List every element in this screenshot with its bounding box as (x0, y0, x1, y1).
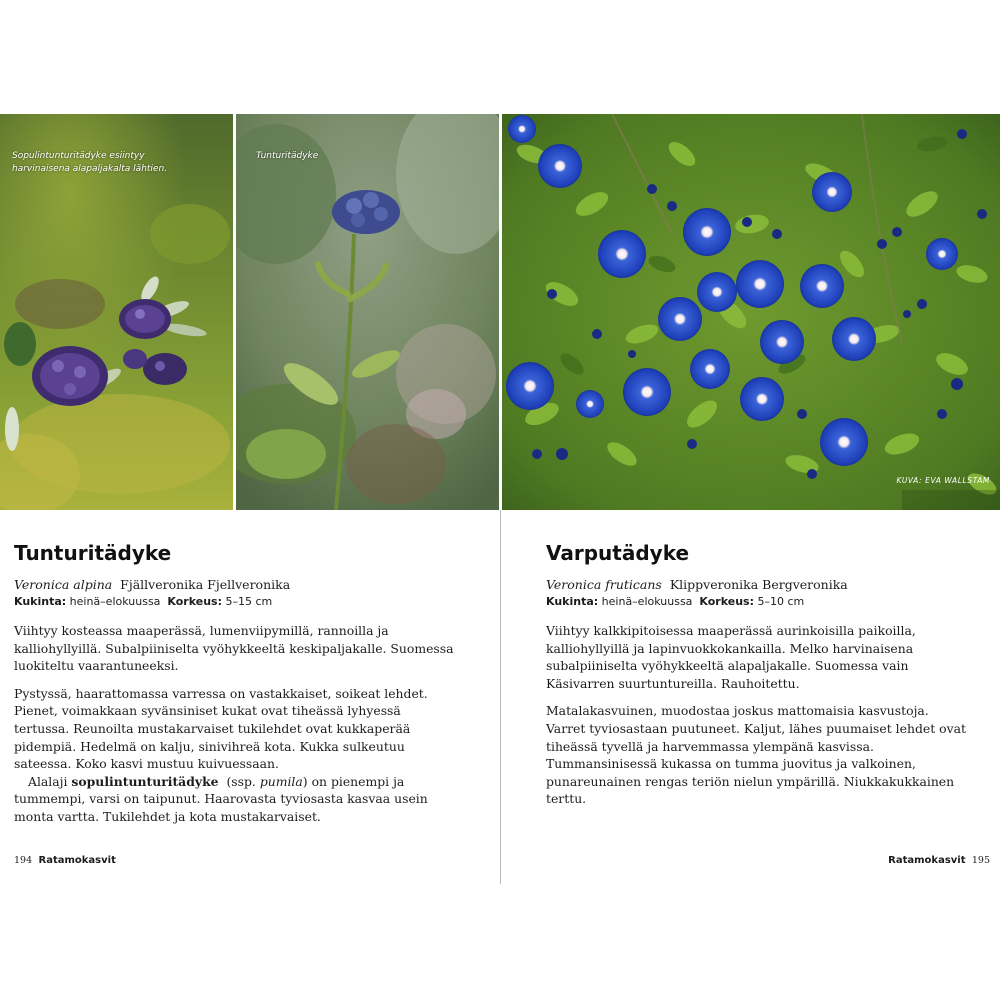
korkeus-value: 5–10 cm (757, 595, 805, 608)
species-title: Tunturitädyke (14, 541, 172, 565)
latin-name: Veronica fruticans (546, 577, 662, 592)
page-number: 194 (14, 855, 33, 866)
common-names: Fjällveronika Fjellveronika (120, 577, 291, 592)
subspecies-latin: pumila (259, 773, 303, 789)
common-names: Klippveronika Bergveronika (669, 577, 848, 592)
photo-caption-sopulintunturitadyke: Sopulintunturitädyke esiintyy harvinaisena alapaljakalta lähtien. (12, 151, 168, 174)
section-name: Ratamokasvit (888, 855, 966, 866)
left-text-column (14, 540, 454, 836)
korkeus-value: 5–15 cm (225, 595, 273, 608)
photo-credit: KUVA: EVA WALLSTAM (896, 476, 990, 485)
subspecies-intro: Alalaji (28, 773, 68, 789)
right-text-column (546, 540, 966, 818)
description-paragraph: Matalakasvuinen, muodostaa joskus mattomaisia kasvustoja. Varret tyviosastaan puutuneet. Kaljut, lähes puumaiset lehdet ovat tiheässä tyvellä ja harvemmassa ylempänä kasvissa. Tummansinisessä kukassa on tumma juovitus ja valkoinen, punareunainen rengas teriön nielun ympärillä. Niukkakukkainen terttu. (546, 703, 966, 807)
kukinta-label: Kukinta: (14, 595, 67, 608)
subspecies-description: ) on pienempi ja tummempi, varsi on taipunut. Haarovasta tyviosasta kasvaa usein monta vartta. Tukilehdet ja kota mustakarvaiset. (14, 773, 428, 824)
korkeus-label: Korkeus: (699, 595, 754, 608)
kukinta-value: heinä–elokuussa (601, 595, 693, 608)
habitat-paragraph: Viihtyy kalkkipitoisessa maaperässä aurinkoisilla paikoilla, kalliohyllyillä ja lapinvuokkokankailla. Melko harvinaisena subalpiiniselta vyöhykkeeltä alapaljakalle. Suomessa vain Käsivarren suurtuntureilla. Rauhoitettu. (546, 623, 916, 691)
kukinta-label: Kukinta: (546, 595, 599, 608)
photo-tunturitadyke (236, 114, 499, 510)
page-footer-left (14, 854, 116, 868)
page-gutter (500, 510, 501, 884)
photo-caption-tunturitadyke: Tunturitädyke (256, 151, 319, 161)
photo-sopulintunturitadyke (0, 114, 233, 510)
species-names (14, 576, 454, 593)
species-meta (14, 593, 454, 610)
section-name: Ratamokasvit (38, 855, 116, 866)
page-footer-right (888, 854, 990, 868)
habitat-paragraph: Viihtyy kosteassa maaperässä, lumenviipymillä, rannoilla ja kalliohyllyillä. Subalpiiniselta vyöhykkeeltä keskipaljakalle. Suomessa luokiteltu vaarantuneeksi. (14, 623, 454, 674)
description-paragraph: Pystyssä, haarattomassa varressa on vastakkaiset, soikeat lehdet. Pienet, voimakkaan syvänsiniset kukat ovat tiheässä lyhyessä tertussa. Reunoilta mustakarvaiset tukilehdet ovat kukkaperää pidempiä. Hedelmä on kalju, sinivihreä kota. Kukka sulkeutuu sateessa. Koko kasvi mustuu kuivuessaan. (14, 685, 428, 772)
species-names (546, 576, 966, 593)
subspecies-ssp: (ssp. (226, 773, 256, 789)
kukinta-value: heinä–elokuussa (69, 595, 161, 608)
species-meta (546, 593, 966, 610)
page-number: 195 (971, 855, 990, 866)
left-page (0, 114, 500, 884)
subspecies-name: sopulintunturitädyke (71, 773, 219, 789)
species-title: Varputädyke (546, 541, 690, 565)
photo-varputadyke (502, 114, 1000, 510)
latin-name: Veronica alpina (14, 577, 113, 592)
subspecies-paragraph (14, 773, 454, 826)
korkeus-label: Korkeus: (167, 595, 222, 608)
right-page (502, 114, 1000, 884)
